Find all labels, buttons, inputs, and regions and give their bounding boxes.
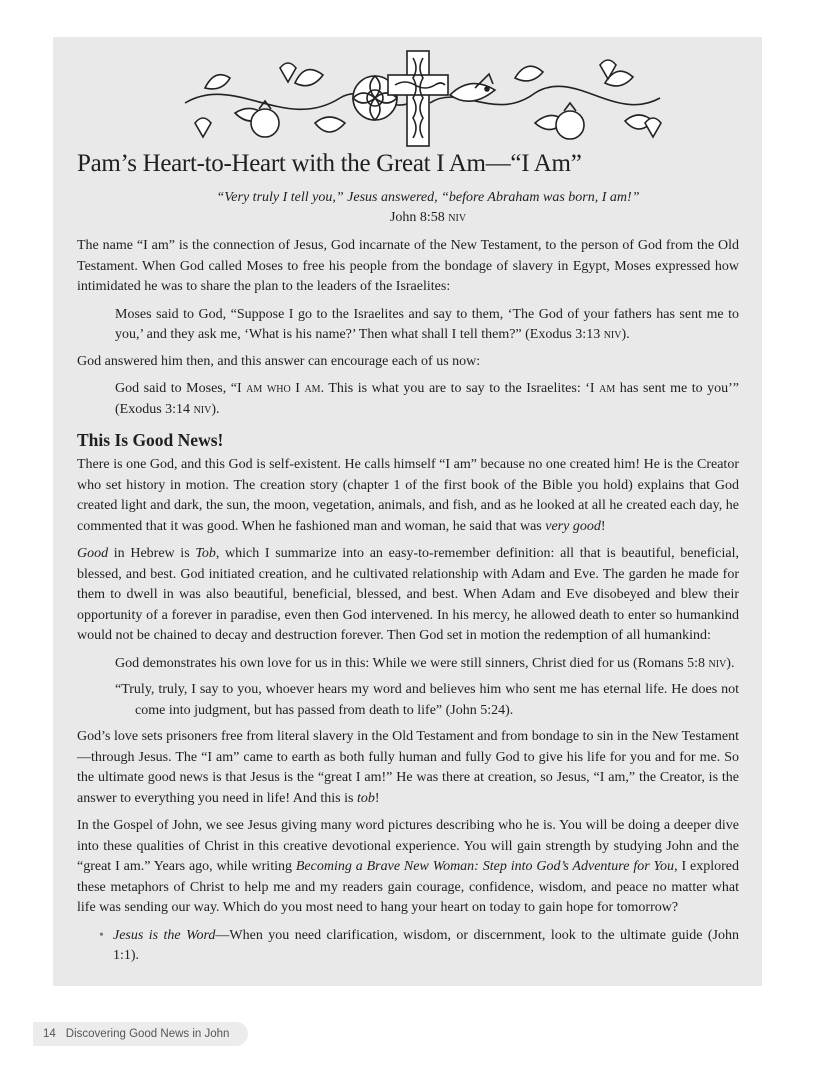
quote3-version: niv [708, 655, 727, 671]
epigraph-version: niv [448, 210, 467, 225]
quote2-b: . This is what you are to say to the Israelites: ‘ [320, 381, 590, 396]
p2-italic-good: Good [77, 546, 109, 561]
quote2-smallcaps-1: I am who I am [236, 381, 321, 396]
scripture-quote-exodus-3-13 [77, 305, 739, 346]
bullet-text: —When you need clarification, wisdom, or discernment, look to the ultimate guide (John 1:1). [113, 927, 739, 963]
intro-paragraph-1: The name “I am” is the connection of Jesus, God incarnate of the New Testament, to the person of God from the Old Testament. When God called Moses to free his people from the bondage of slavery in Egypt, Moses expressed how intimidated he was to share the plan to the leaders of the Israelites: [77, 238, 739, 294]
word-pictures-list [77, 926, 739, 967]
quote2-c: has sent me to you’” (Exodus 3:14 [115, 381, 740, 417]
bullet-icon: • [99, 927, 104, 943]
p4-book-title: Becoming a Brave New Woman: Step into God’s Adventure for You [295, 859, 675, 874]
page-title: Pam’s Heart-to-Heart with the Great I Am—“I Am” [77, 150, 582, 177]
article-content [77, 150, 739, 967]
quote2-close: ). [211, 401, 220, 417]
quote1-close: ). [621, 327, 630, 342]
scripture-quote-exodus-3-14 [77, 379, 739, 420]
scripture-quote-john-5-24: “Truly, truly, I say to you, whoever hears my word and believes him who sent me has eternal life. He does not come into judgment, but has passed from death to life” (John 5:24). [115, 682, 739, 718]
epigraph-ref-text: John 8:58 [389, 210, 445, 225]
intro-paragraph-2: God answered him then, and this answer can encourage each of us now: [77, 353, 481, 369]
epigraph-quote: “Very truly I tell you,” Jesus answered, “before Abraham was born, I am!” [216, 190, 640, 205]
p4-a: In the Gospel of John, we see Jesus giving many word pictures describing who he is. You will be doing a deeper dive into these qualities of Christ in this creative devotional experience. You will gain strength by studying John and the “great I am.” Years ago, while writing [77, 818, 739, 874]
section-paragraph-4 [77, 816, 739, 919]
p4-b: , I explored these metaphors of Christ to help me and my readers gain courage, confidence, wisdom, and peace no matter what life was sending our way. Which do you most need to hang your heart on today to gain hope for tomorrow? [77, 859, 739, 915]
scripture-quote-romans-5-8 [77, 654, 739, 675]
page-number: 14 [43, 1028, 56, 1040]
quote2-smallcaps-2: I am [589, 381, 616, 396]
p1-end: ! [600, 518, 606, 534]
section-paragraph-1 [77, 455, 739, 537]
p1-text: There is one God, and this God is self-existent. He calls himself “I am” because no one created him! He is the Creator who set history in motion. The creation story (chapter 1 of the first book of the Bible you hold) explains that God created light and dark, the sun, the moon, vegetation, animals, and fish, and as he looked at all he created each day, he commented that it was good. When he fashioned man and woman, he said that was [77, 457, 739, 534]
page-footer [33, 1022, 248, 1046]
p1-italic: very good [545, 518, 601, 534]
list-item [99, 926, 739, 967]
footer-book-title: Discovering Good News in John [65, 1028, 230, 1040]
p3-italic: tob [356, 790, 375, 806]
p3-text: God’s love sets prisoners free from literal slavery in the Old Testament and from bondage to sin in the New Testament—through Jesus. The “I am” came to earth as both fully human and fully God to give his life for you and for me. So the ultimate good news is that Jesus is the “great I am!” He was there at creation, so Jesus, “I am,” the Creator, is the answer to everything you need in life! And this is [77, 729, 739, 806]
bullet-italic: Jesus is the Word [113, 927, 216, 943]
quote2-a: God said to Moses, “ [115, 381, 237, 396]
section-paragraph-3 [77, 727, 739, 809]
quote3-text: God demonstrates his own love for us in this: While we were still sinners, Christ died for us (Romans 5:8 [115, 655, 706, 671]
p2-a: in Hebrew is [108, 546, 196, 561]
epigraph-reference [77, 208, 739, 228]
quote2-version: niv [193, 401, 212, 417]
floral-cross-ornament [175, 43, 665, 151]
p3-end: ! [374, 790, 380, 806]
quote1-version: niv [603, 327, 622, 342]
quote3-close: ). [726, 655, 735, 671]
section-paragraph-2 [77, 544, 739, 647]
p2-b: , which I summarize into an easy-to-remember definition: all that is beautiful, beneficial, blessed, and best. God initiated creation, and he cultivated relationship with Adam and Eve. The garden he made for them to dwell in was also beautiful, beneficial, blessed, and best. When Adam and Eve disobeyed and blew their opportunity of a forever in paradise, even then God intervened. In his mercy, he allowed death to enter so humankind would not be chained to decay and destruction forever. Then God set in motion the redemption of all humankind: [77, 546, 739, 643]
quote1-text: Moses said to God, “Suppose I go to the Israelites and say to them, ‘The God of your fathers has sent me to you,’ and they ask me, ‘What is his name?’ Then what shall I tell them?” (Exodus 3:13 [115, 306, 739, 342]
section-heading: This Is Good News! [77, 430, 224, 450]
p2-italic-tob: Tob [195, 546, 216, 561]
